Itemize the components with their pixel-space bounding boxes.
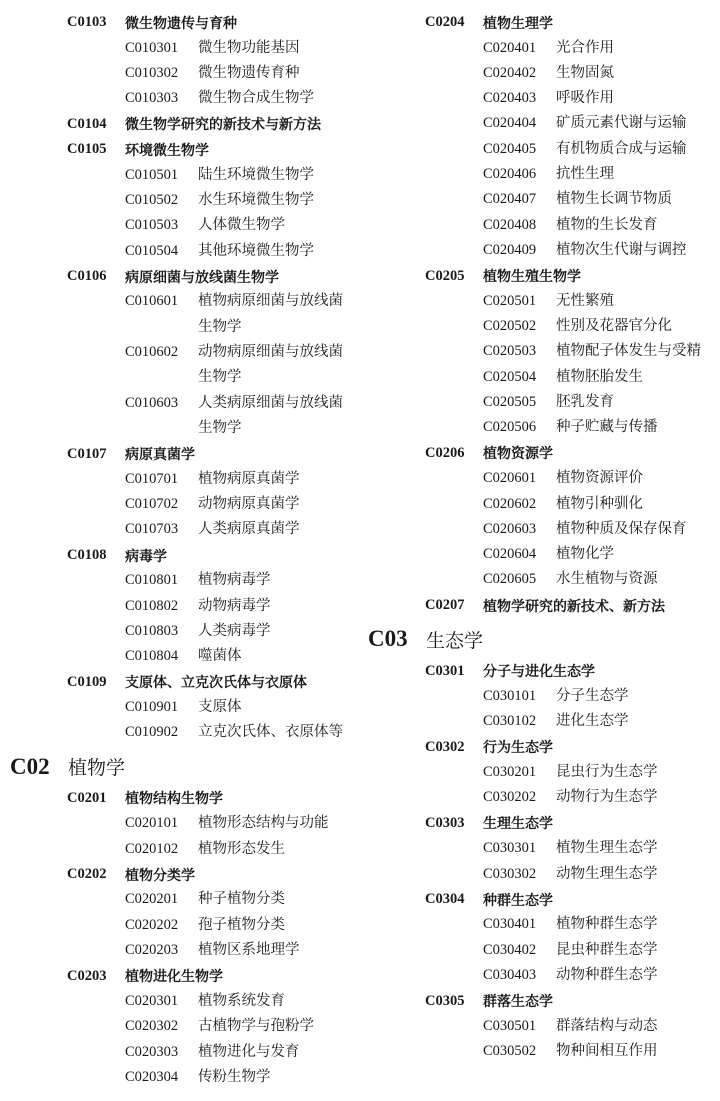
subject-item bbox=[125, 1065, 355, 1090]
subcategory-title: 种群生态学 bbox=[483, 892, 553, 909]
subject-item-title: 植物形态结构与功能 bbox=[198, 815, 329, 832]
subject-item-code: C010602 bbox=[125, 344, 179, 361]
subject-item bbox=[125, 1040, 355, 1065]
subject-item-code: C010902 bbox=[125, 724, 179, 741]
subject-section bbox=[10, 862, 355, 963]
subject-item bbox=[125, 887, 355, 912]
major-category-heading bbox=[368, 622, 713, 656]
subject-item bbox=[483, 517, 713, 542]
subject-item-title: 微生物遗传育种 bbox=[198, 64, 300, 81]
subject-item-code: C020504 bbox=[483, 368, 537, 385]
subject-item bbox=[483, 836, 713, 861]
subject-item-code: C010701 bbox=[125, 470, 179, 487]
subject-item-title: 陆生环境微生物学 bbox=[198, 166, 314, 183]
subject-item-code: C030102 bbox=[483, 713, 537, 730]
subject-item-code: C020602 bbox=[483, 495, 537, 512]
subcategory-title: 病毒学 bbox=[125, 548, 167, 565]
subcategory-heading bbox=[425, 593, 713, 619]
subject-item-code: C020401 bbox=[483, 39, 537, 56]
subcategory-code: C0108 bbox=[67, 547, 107, 564]
subject-item bbox=[483, 1014, 713, 1039]
subject-item-title: 植物次生代谢与调控 bbox=[556, 241, 687, 258]
subject-item-code: C020605 bbox=[483, 571, 537, 588]
subject-section bbox=[10, 137, 355, 264]
subject-item-title: 进化生态学 bbox=[556, 713, 629, 730]
subcategory-title: 微生物遗传与育种 bbox=[125, 15, 237, 32]
subject-item-code: C030202 bbox=[483, 789, 537, 806]
subcategory-code: C0304 bbox=[425, 891, 465, 908]
subcategory-heading bbox=[425, 658, 713, 684]
subject-item-title: 动物行为生态学 bbox=[556, 789, 658, 806]
subject-item-code: C020506 bbox=[483, 419, 537, 436]
subcategory-title: 支原体、立克次氏体与衣原体 bbox=[125, 675, 307, 692]
subject-item-code: C010601 bbox=[125, 293, 179, 310]
subject-section bbox=[368, 988, 713, 1064]
subject-item bbox=[483, 912, 713, 937]
subject-item-title: 立克次氏体、衣原体等 bbox=[198, 724, 343, 741]
subject-item bbox=[483, 760, 713, 785]
subject-section bbox=[10, 441, 355, 542]
subject-item-title: 植物生长调节物质 bbox=[556, 191, 672, 208]
subject-item-code: C020102 bbox=[125, 840, 179, 857]
subject-item-title: 传粉生物学 bbox=[198, 1068, 271, 1085]
subject-item-code: C010801 bbox=[125, 572, 179, 589]
subject-item-code: C010503 bbox=[125, 217, 179, 234]
subject-item-code: C010802 bbox=[125, 597, 179, 614]
subcategory-title: 生理生态学 bbox=[483, 816, 553, 833]
subcategory-code: C0207 bbox=[425, 597, 465, 614]
subcategory-code: C0301 bbox=[425, 662, 465, 679]
right-sections-after bbox=[368, 658, 713, 1064]
subcategory-code: C0206 bbox=[425, 444, 465, 461]
subcategory-heading bbox=[425, 441, 713, 467]
subject-item-title: 动物病原细菌与放线菌生物学 bbox=[198, 344, 343, 386]
subject-item-code: C020202 bbox=[125, 916, 179, 933]
subject-item-code: C020505 bbox=[483, 394, 537, 411]
subject-item bbox=[125, 1014, 355, 1039]
subject-item-code: C020405 bbox=[483, 140, 537, 157]
subject-item-code: C010804 bbox=[125, 648, 179, 665]
right-column bbox=[368, 10, 713, 1065]
subcategory-heading bbox=[67, 862, 355, 888]
major-category-code: C02 bbox=[10, 753, 50, 779]
subcategory-heading bbox=[425, 10, 713, 36]
subject-item bbox=[483, 314, 713, 339]
subject-item bbox=[125, 989, 355, 1014]
subcategory-heading bbox=[67, 111, 355, 137]
subject-item-title: 植物生理生态学 bbox=[556, 840, 658, 857]
subject-item bbox=[483, 137, 713, 162]
subject-item-title: 植物化学 bbox=[556, 546, 614, 563]
subject-item-title: 光合作用 bbox=[556, 39, 614, 56]
subcategory-title: 分子与进化生态学 bbox=[483, 664, 595, 681]
subject-item bbox=[125, 86, 355, 111]
subject-section bbox=[10, 543, 355, 670]
subject-item-code: C020101 bbox=[125, 815, 179, 832]
subcategory-heading bbox=[67, 441, 355, 467]
subject-item-code: C020408 bbox=[483, 216, 537, 233]
subject-item-code: C020403 bbox=[483, 90, 537, 107]
subject-section bbox=[368, 593, 713, 619]
subject-item-title: 植物引种驯化 bbox=[556, 495, 643, 512]
subcategory-title: 植物资源学 bbox=[483, 446, 553, 463]
subject-item bbox=[125, 619, 355, 644]
subject-item-title: 植物系统发育 bbox=[198, 992, 285, 1009]
subject-item bbox=[125, 913, 355, 938]
subject-item bbox=[125, 695, 355, 720]
subject-item-title: 昆虫种群生态学 bbox=[556, 941, 658, 958]
subject-item-code: C020502 bbox=[483, 318, 537, 335]
subject-item bbox=[483, 238, 713, 263]
subject-item bbox=[125, 163, 355, 188]
subject-item bbox=[483, 492, 713, 517]
subject-item-title: 噬菌体 bbox=[198, 648, 242, 665]
subject-item-title: 无性繁殖 bbox=[556, 292, 614, 309]
subcategory-title: 病原细菌与放线菌生物学 bbox=[125, 269, 279, 286]
subject-item-title: 水生植物与资源 bbox=[556, 571, 658, 588]
subject-item bbox=[125, 492, 355, 517]
subject-item bbox=[483, 61, 713, 86]
subject-section bbox=[368, 887, 713, 988]
subject-item-code: C030502 bbox=[483, 1043, 537, 1060]
subject-item-title: 微生物合成生物学 bbox=[198, 90, 314, 107]
subject-item-title: 动物生理生态学 bbox=[556, 865, 658, 882]
subcategory-heading bbox=[67, 264, 355, 290]
subcategory-title: 行为生态学 bbox=[483, 740, 553, 757]
subcategory-heading bbox=[425, 263, 713, 289]
subcategory-heading bbox=[67, 963, 355, 989]
subject-item bbox=[125, 239, 355, 264]
subcategory-title: 群落生态学 bbox=[483, 994, 553, 1011]
subject-item-title: 胚乳发育 bbox=[556, 394, 614, 411]
subject-item bbox=[125, 594, 355, 619]
subject-item bbox=[483, 162, 713, 187]
subject-item bbox=[483, 862, 713, 887]
subject-item-title: 抗性生理 bbox=[556, 166, 614, 183]
subject-item bbox=[125, 720, 355, 745]
major-category-title: 植物学 bbox=[68, 757, 126, 780]
subcategory-title: 植物学研究的新技术、新方法 bbox=[483, 598, 665, 615]
subject-item-code: C010502 bbox=[125, 191, 179, 208]
subject-item bbox=[483, 709, 713, 734]
subcategory-code: C0305 bbox=[425, 992, 465, 1009]
subject-item-title: 生物固氮 bbox=[556, 64, 614, 81]
subcategory-code: C0202 bbox=[67, 866, 107, 883]
subcategory-heading bbox=[425, 988, 713, 1014]
subject-item-code: C020201 bbox=[125, 891, 179, 908]
subject-item-code: C030301 bbox=[483, 840, 537, 857]
subject-item bbox=[125, 644, 355, 669]
subject-item-code: C030501 bbox=[483, 1017, 537, 1034]
left-sections-after bbox=[10, 786, 355, 1090]
subject-item-code: C020601 bbox=[483, 470, 537, 487]
subject-item-title: 昆虫行为生态学 bbox=[556, 764, 658, 781]
subcategory-heading bbox=[67, 670, 355, 696]
subcategory-code: C0204 bbox=[425, 14, 465, 31]
subcategory-heading bbox=[425, 811, 713, 837]
subject-item bbox=[125, 811, 355, 836]
subject-item bbox=[125, 340, 355, 391]
subject-item bbox=[125, 61, 355, 86]
subject-item-title: 支原体 bbox=[198, 699, 242, 716]
major-category-heading bbox=[10, 750, 355, 784]
right-sections-before bbox=[368, 10, 713, 618]
subcategory-title: 植物分类学 bbox=[125, 867, 195, 884]
left-sections-before bbox=[10, 10, 355, 746]
subject-item-code: C030201 bbox=[483, 764, 537, 781]
subject-section bbox=[368, 735, 713, 811]
subject-item-title: 植物种群生态学 bbox=[556, 916, 658, 933]
subject-item-title: 植物配子体发生与受精 bbox=[556, 343, 701, 360]
subject-item-code: C010703 bbox=[125, 521, 179, 538]
subject-item-title: 植物资源评价 bbox=[556, 470, 643, 487]
subject-item-title: 植物种质及保存保育 bbox=[556, 520, 687, 537]
subcategory-title: 环境微生物学 bbox=[125, 142, 209, 159]
subcategory-code: C0107 bbox=[67, 445, 107, 462]
subject-item-code: C020302 bbox=[125, 1018, 179, 1035]
subject-item-title: 植物病毒学 bbox=[198, 572, 271, 589]
subject-item bbox=[483, 213, 713, 238]
subcategory-title: 植物结构生物学 bbox=[125, 791, 223, 808]
subject-item-title: 群落结构与动态 bbox=[556, 1017, 658, 1034]
subject-item bbox=[483, 111, 713, 136]
subject-item-title: 种子贮藏与传播 bbox=[556, 419, 658, 436]
subject-item bbox=[483, 187, 713, 212]
subject-item-title: 水生环境微生物学 bbox=[198, 191, 314, 208]
subject-item-code: C020301 bbox=[125, 992, 179, 1009]
subject-item-code: C010803 bbox=[125, 622, 179, 639]
subject-item-title: 动物种群生态学 bbox=[556, 967, 658, 984]
subject-item-code: C030101 bbox=[483, 687, 537, 704]
left-column bbox=[10, 10, 355, 1090]
subject-item-code: C010303 bbox=[125, 90, 179, 107]
subject-item bbox=[483, 963, 713, 988]
subject-item bbox=[125, 213, 355, 238]
subject-item-code: C030401 bbox=[483, 916, 537, 933]
subcategory-heading bbox=[67, 543, 355, 569]
subject-item-title: 人体微生物学 bbox=[198, 217, 285, 234]
subject-section bbox=[10, 10, 355, 111]
subcategory-title: 微生物学研究的新技术与新方法 bbox=[125, 117, 321, 134]
subject-item-code: C020407 bbox=[483, 191, 537, 208]
subject-item bbox=[125, 938, 355, 963]
subject-item bbox=[483, 466, 713, 491]
subject-item-title: 种子植物分类 bbox=[198, 891, 285, 908]
subject-item-title: 微生物功能基因 bbox=[198, 39, 300, 56]
subject-item-title: 古植物学与孢粉学 bbox=[198, 1018, 314, 1035]
subject-item-title: 矿质元素代谢与运输 bbox=[556, 115, 687, 132]
subject-section bbox=[10, 786, 355, 862]
subject-section bbox=[368, 658, 713, 734]
subject-item-code: C020203 bbox=[125, 942, 179, 959]
subcategory-heading bbox=[67, 786, 355, 812]
subcategory-title: 植物生殖生物学 bbox=[483, 269, 581, 286]
subject-item bbox=[483, 542, 713, 567]
subject-item bbox=[125, 517, 355, 542]
subcategory-code: C0109 bbox=[67, 673, 107, 690]
subject-item-title: 分子生态学 bbox=[556, 687, 629, 704]
major-category-title: 生态学 bbox=[426, 629, 484, 652]
subject-item-title: 物种间相互作用 bbox=[556, 1043, 658, 1060]
subject-item bbox=[125, 391, 355, 442]
subcategory-title: 植物生理学 bbox=[483, 15, 553, 32]
subject-item-code: C010603 bbox=[125, 394, 179, 411]
subject-item-code: C010301 bbox=[125, 39, 179, 56]
subject-item bbox=[125, 568, 355, 593]
subject-section bbox=[368, 441, 713, 593]
subject-item bbox=[483, 365, 713, 390]
subject-item-code: C020604 bbox=[483, 546, 537, 563]
subject-item-code: C010901 bbox=[125, 699, 179, 716]
subject-item-code: C020409 bbox=[483, 241, 537, 258]
subject-item bbox=[483, 684, 713, 709]
subject-item bbox=[483, 938, 713, 963]
subject-item-title: 植物病原细菌与放线菌生物学 bbox=[198, 293, 343, 335]
subcategory-code: C0201 bbox=[67, 789, 107, 806]
subcategory-code: C0205 bbox=[425, 267, 465, 284]
subcategory-code: C0302 bbox=[425, 738, 465, 755]
subcategory-code: C0106 bbox=[67, 268, 107, 285]
subject-item-title: 人类病原真菌学 bbox=[198, 521, 300, 538]
subject-item-title: 有机物质合成与运输 bbox=[556, 140, 687, 157]
subject-item-code: C010302 bbox=[125, 64, 179, 81]
subject-item-title: 植物区系地理学 bbox=[198, 942, 300, 959]
subcategory-code: C0103 bbox=[67, 14, 107, 31]
subject-item-code: C020503 bbox=[483, 343, 537, 360]
subject-section bbox=[10, 264, 355, 441]
subcategory-code: C0104 bbox=[67, 115, 107, 132]
subject-section bbox=[10, 111, 355, 137]
subject-item-title: 人类病原细菌与放线菌生物学 bbox=[198, 394, 343, 436]
subject-item bbox=[483, 36, 713, 61]
subject-item-code: C010702 bbox=[125, 496, 179, 513]
subcategory-heading bbox=[425, 887, 713, 913]
subject-item bbox=[483, 785, 713, 810]
subject-item bbox=[125, 289, 355, 340]
subject-item-title: 人类病毒学 bbox=[198, 622, 271, 639]
subject-item-title: 植物病原真菌学 bbox=[198, 470, 300, 487]
subject-item-code: C020303 bbox=[125, 1043, 179, 1060]
subject-item-code: C010501 bbox=[125, 166, 179, 183]
subject-item-code: C020501 bbox=[483, 292, 537, 309]
subcategory-title: 病原真菌学 bbox=[125, 447, 195, 464]
subject-item-code: C030402 bbox=[483, 941, 537, 958]
subject-item-title: 其他环境微生物学 bbox=[198, 242, 314, 259]
subcategory-code: C0203 bbox=[67, 967, 107, 984]
subject-section bbox=[368, 263, 713, 440]
subcategory-heading bbox=[67, 10, 355, 36]
subject-item bbox=[125, 188, 355, 213]
subject-section bbox=[368, 811, 713, 887]
subcategory-heading bbox=[67, 137, 355, 163]
subject-section bbox=[10, 670, 355, 746]
subcategory-heading bbox=[425, 735, 713, 761]
subject-item-title: 植物的生长发育 bbox=[556, 216, 658, 233]
subject-item-title: 孢子植物分类 bbox=[198, 916, 285, 933]
subject-item-title: 植物胚胎发生 bbox=[556, 368, 643, 385]
subject-item-title: 动物病原真菌学 bbox=[198, 496, 300, 513]
subject-item-code: C030403 bbox=[483, 967, 537, 984]
subject-item bbox=[483, 339, 713, 364]
subject-item-code: C020404 bbox=[483, 115, 537, 132]
subject-item-code: C020603 bbox=[483, 520, 537, 537]
subject-section bbox=[368, 10, 713, 263]
subject-item bbox=[125, 36, 355, 61]
subcategory-code: C0303 bbox=[425, 814, 465, 831]
subject-section bbox=[10, 963, 355, 1090]
subject-item bbox=[483, 415, 713, 440]
major-category-code: C03 bbox=[368, 626, 408, 652]
subject-item-code: C030302 bbox=[483, 865, 537, 882]
subject-item-title: 植物进化与发育 bbox=[198, 1043, 300, 1060]
subcategory-title: 植物进化生物学 bbox=[125, 969, 223, 986]
subject-item bbox=[483, 390, 713, 415]
subject-item-title: 动物病毒学 bbox=[198, 597, 271, 614]
subject-item-code: C020406 bbox=[483, 166, 537, 183]
subject-item bbox=[125, 467, 355, 492]
subcategory-code: C0105 bbox=[67, 141, 107, 158]
subject-item bbox=[483, 289, 713, 314]
subject-item-code: C020304 bbox=[125, 1068, 179, 1085]
subject-item-code: C020402 bbox=[483, 64, 537, 81]
subject-item-title: 性别及花器官分化 bbox=[556, 318, 672, 335]
subject-item bbox=[483, 567, 713, 592]
subject-item bbox=[483, 1039, 713, 1064]
subject-item-code: C010504 bbox=[125, 242, 179, 259]
subject-item-title: 植物形态发生 bbox=[198, 840, 285, 857]
subject-item bbox=[483, 86, 713, 111]
subject-item bbox=[125, 837, 355, 862]
subject-item-title: 呼吸作用 bbox=[556, 90, 614, 107]
